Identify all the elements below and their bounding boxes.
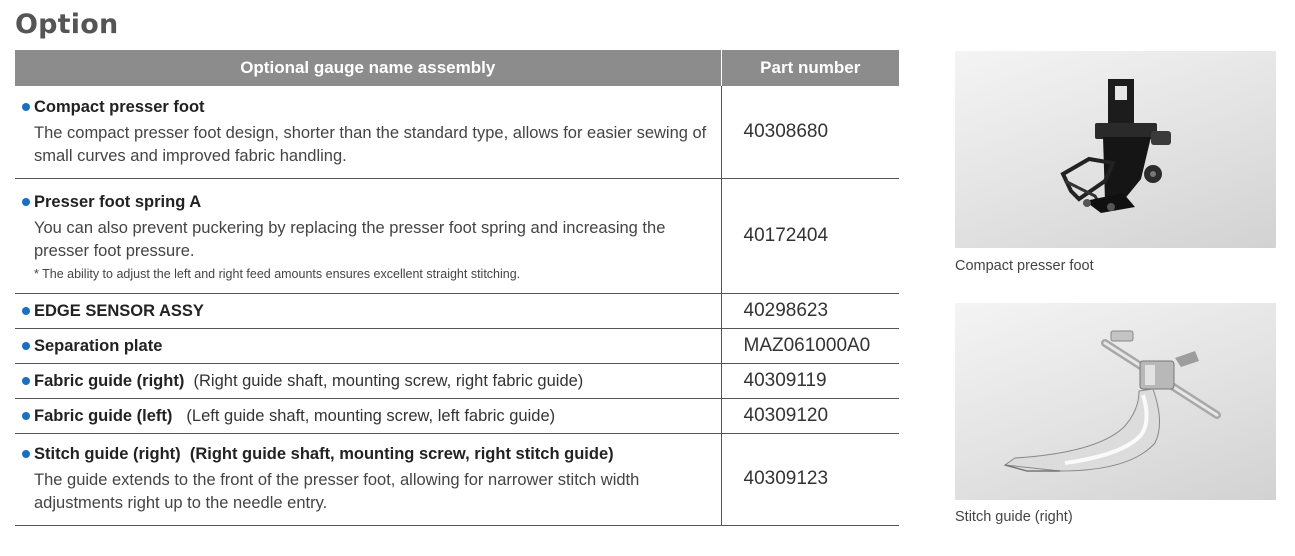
header-part-number: Part number <box>721 50 899 86</box>
bullet-icon <box>22 307 30 315</box>
stitch-guide-photo <box>955 303 1276 500</box>
table-row <box>15 433 899 525</box>
table-header-row <box>15 50 899 86</box>
stitch-guide-icon <box>955 303 1276 500</box>
bullet-icon <box>22 103 30 111</box>
name-cell <box>15 433 721 525</box>
part-number: 40309120 <box>721 398 899 433</box>
bullet-icon <box>22 198 30 206</box>
name-cell <box>15 398 721 433</box>
name-cell <box>15 86 721 178</box>
table-row <box>15 293 899 328</box>
presser-foot-icon <box>955 51 1276 248</box>
item-name: EDGE SENSOR ASSY <box>34 301 204 320</box>
table-row <box>15 328 899 363</box>
item-contents: (Left guide shaft, mounting screw, left fabric guide) <box>186 406 556 425</box>
part-number: 40309123 <box>721 433 899 525</box>
item-name: Presser foot spring A <box>34 192 202 211</box>
bullet-icon <box>22 377 30 385</box>
name-cell <box>15 178 721 293</box>
item-name: Fabric guide (left) <box>34 406 173 425</box>
bullet-icon <box>22 342 30 350</box>
page-title: Option <box>15 9 119 40</box>
table-row <box>15 86 899 178</box>
bullet-icon <box>22 450 30 458</box>
table-row <box>15 363 899 398</box>
table-row <box>15 178 899 293</box>
item-description: The guide extends to the front of the presser foot, allowing for narrower stitch width adjustments right up to the needle entry. <box>34 471 640 512</box>
table-row <box>15 398 899 433</box>
options-table <box>15 50 899 526</box>
item-name: Stitch guide (right) <box>34 445 181 463</box>
part-number: 40298623 <box>721 293 899 328</box>
item-contents: (Right guide shaft, mounting screw, right stitch guide) <box>189 445 614 463</box>
name-cell <box>15 363 721 398</box>
photo-caption: Compact presser foot <box>955 258 1094 274</box>
part-number: 40172404 <box>721 178 899 293</box>
part-number: 40309119 <box>721 363 899 398</box>
item-description: The compact presser foot design, shorter than the standard type, allows for easier sewing of small curves and improved fabric handling. <box>34 123 707 165</box>
part-number: MAZ061000A0 <box>721 328 899 363</box>
item-name: Fabric guide (right) <box>34 371 185 390</box>
item-description: You can also prevent puckering by replacing the presser foot spring and increasing the presser foot pressure. <box>34 218 666 260</box>
header-name: Optional gauge name assembly <box>15 50 721 86</box>
photo-caption: Stitch guide (right) <box>955 509 1073 525</box>
part-number: 40308680 <box>721 86 899 178</box>
item-note: * The ability to adjust the left and right feed amounts ensures excellent straight stitching. <box>34 266 521 281</box>
bullet-icon <box>22 412 30 420</box>
item-name: Compact presser foot <box>34 97 205 116</box>
item-contents: (Right guide shaft, mounting screw, right fabric guide) <box>193 371 584 390</box>
name-cell <box>15 328 721 363</box>
presser-foot-photo <box>955 51 1276 248</box>
name-cell <box>15 293 721 328</box>
item-name: Separation plate <box>34 336 163 355</box>
